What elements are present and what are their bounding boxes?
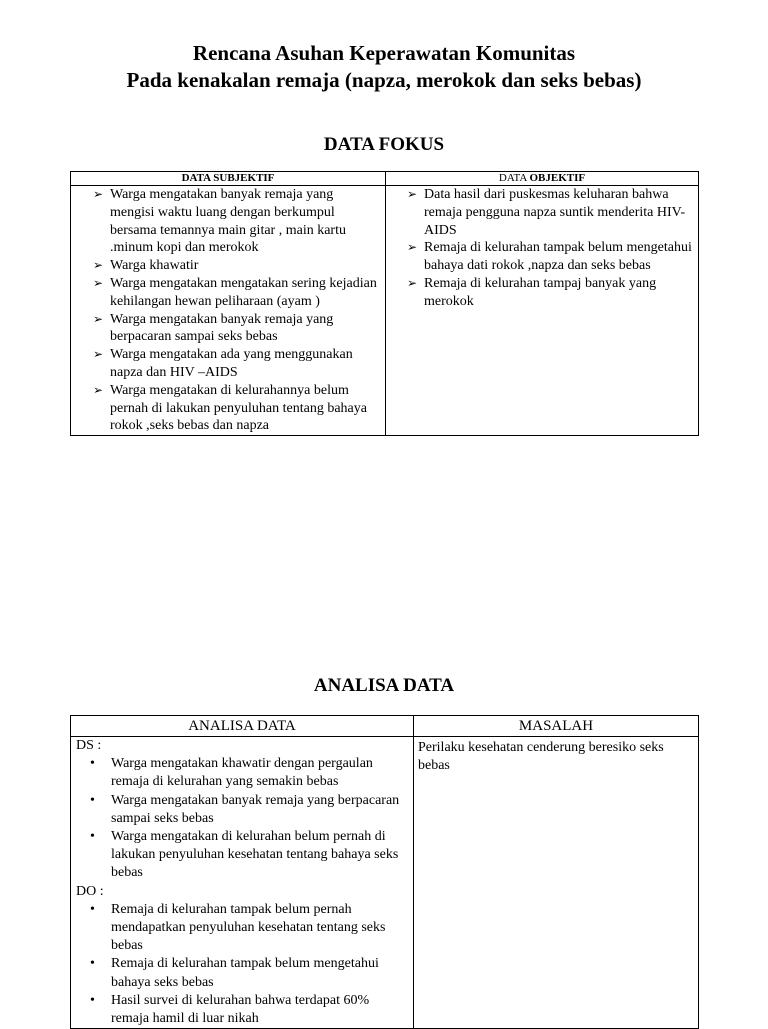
masalah-cell xyxy=(414,737,699,1029)
bullet-dot-icon: • xyxy=(90,829,95,845)
list-item: • Hasil survei di kelurahan bahwa terdapat 60% remaja hamil di luar nikah xyxy=(90,992,370,1027)
objektif-list xyxy=(386,186,698,311)
list-item: ➢ Data hasil dari puskesmas keluharan bahwa remaja pengguna napza suntik menderita HIV-AIDS xyxy=(407,187,686,238)
list-item: • Remaja di kelurahan tampak belum mengetahui bahaya seks bebas xyxy=(90,956,379,990)
do-list xyxy=(71,901,413,1028)
list-item: • Warga mengatakan banyak remaja yang berpacaran sampai seks bebas xyxy=(90,792,400,826)
arrow-bullet-icon: ➢ xyxy=(407,275,418,290)
ds-label: DS : xyxy=(76,738,102,753)
bullet-dot-icon: • xyxy=(90,792,95,808)
arrow-bullet-icon: ➢ xyxy=(93,347,104,362)
arrow-bullet-icon: ➢ xyxy=(93,275,104,290)
list-item: • Remaja di kelurahan tampak belum pernah mendapatkan penyuluhan kesehatan tentang seks bebas xyxy=(90,901,386,954)
data-fokus-heading: DATA FOKUS xyxy=(323,134,445,155)
bullet-dot-icon: • xyxy=(90,901,95,917)
bullet-dot-icon: • xyxy=(90,756,95,772)
list-item: • Warga mengatakan khawatir dengan pergaulan remaja di kelurahan yang semakin bebas xyxy=(90,756,373,790)
list-item: ➢ Warga khawatir xyxy=(93,258,199,274)
objektif-header: DATA OBJEKTIF xyxy=(386,172,699,186)
list-item: ➢ Warga mengatakan mengatakan sering kejadian kehilangan hewan peliharaan (ayam ) xyxy=(93,275,377,309)
analisa-header: ANALISA DATA xyxy=(71,716,414,737)
list-item: ➢ Warga mengatakan di kelurahannya belum pernah di lakukan penyuluhan tentang bahaya rokok ,seks bebas dan napza xyxy=(93,382,367,434)
analisa-data-heading: ANALISA DATA xyxy=(313,675,455,696)
bullet-dot-icon: • xyxy=(90,956,95,972)
arrow-bullet-icon: ➢ xyxy=(93,382,104,397)
analisa-data-table xyxy=(70,715,699,1029)
ds-list xyxy=(71,755,413,882)
subjektif-list xyxy=(71,186,385,435)
list-item: ➢ Remaja di kelurahan tampak belum mengetahui bahaya dati rokok ,napza dan seks bebas xyxy=(407,240,692,274)
masalah-text: Perilaku kesehatan cenderung beresiko seks bebas xyxy=(418,740,664,774)
list-item: ➢ Warga mengatakan banyak remaja yang berpacaran sampai seks bebas xyxy=(93,311,334,345)
arrow-bullet-icon: ➢ xyxy=(407,187,418,201)
document-title-line-2: Pada kenakalan remaja (napza, merokok dan seks bebas) xyxy=(126,68,642,92)
do-label: DO : xyxy=(76,883,104,899)
document-title-line-1: Rencana Asuhan Keperawatan Komunitas xyxy=(192,41,576,65)
arrow-bullet-icon: ➢ xyxy=(93,187,104,201)
masalah-header: MASALAH xyxy=(414,716,699,737)
arrow-bullet-icon: ➢ xyxy=(93,258,104,273)
objektif-cell xyxy=(386,186,699,436)
subjektif-header: DATA SUBJEKTIF xyxy=(71,172,386,186)
list-item: ➢ Warga mengatakan banyak remaja yang mengisi waktu luang dengan berkumpul bersama temannya main gitar , main kartu .minum kopi dan merokok xyxy=(93,187,346,256)
list-item: ➢ Remaja di kelurahan tampaj banyak yang merokok xyxy=(407,275,657,309)
analisa-cell xyxy=(71,737,414,1029)
data-fokus-table xyxy=(70,171,699,436)
bullet-dot-icon: • xyxy=(90,992,95,1008)
list-item: ➢ Warga mengatakan ada yang menggunakan napza dan HIV –AIDS xyxy=(93,347,353,380)
list-item: • Warga mengatakan di kelurahan belum pernah di lakukan penyuluhan kesehatan tentang bahaya seks bebas xyxy=(90,829,399,881)
arrow-bullet-icon: ➢ xyxy=(93,311,104,326)
subjektif-cell xyxy=(71,186,386,436)
arrow-bullet-icon: ➢ xyxy=(407,240,418,255)
